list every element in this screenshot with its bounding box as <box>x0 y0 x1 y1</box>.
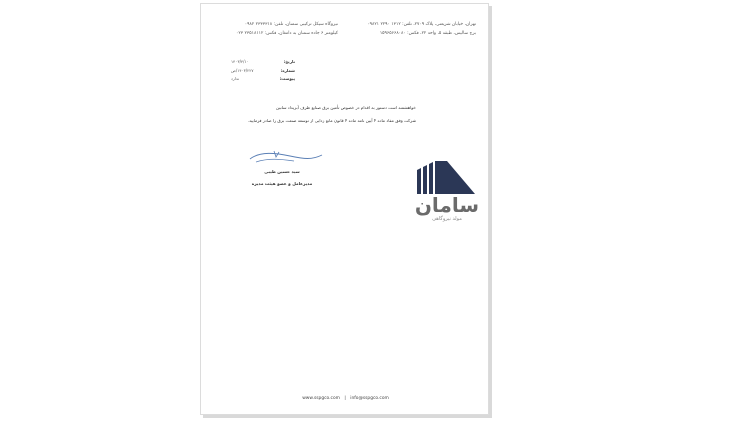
body-line: خواهشمند است دستور به اقدام در خصوص تأمین برق صنایع ظرف آبزیداد سانین <box>276 105 416 110</box>
footer-separator: | <box>344 396 346 401</box>
letter-page <box>200 3 489 415</box>
meta-label: پیوست: <box>279 76 295 81</box>
email-link[interactable]: info@sspgco.com <box>350 396 389 401</box>
header-address-tehran <box>351 20 476 38</box>
meta-label: شماره: <box>280 67 295 73</box>
meta-row-number <box>231 67 295 76</box>
meta-value: ۱۴۰۳/۴/۱۰ <box>231 59 249 64</box>
logo-tagline: مولد نیروگاهی <box>432 216 462 222</box>
header-line: برج سالیس، طبقه ۵، واحد ۲۲، فکس: ۱۵۹۶۵۶۶۸۰۸۰ <box>379 31 476 36</box>
header-line: نیروگاه سیکل ترکیبی سمنان، تلفن: ۲۳۳۳۳۱۸ ۰۹۸۲ <box>244 22 338 27</box>
signer-block <box>243 166 321 190</box>
signer-title: مدیرعامل و عضو هیئت مدیره <box>251 181 313 186</box>
meta-row-attachment <box>231 75 295 84</box>
letter-body <box>221 101 416 127</box>
meta-row-date <box>231 58 295 67</box>
body-line: شرکت وفق مفاد ماده ۴ آیین نامه ماده ۴ قانون مانع زدایی از توسعه صنعت برق را صادر فرمایید. <box>247 118 416 123</box>
saman-logo-mark <box>416 161 476 194</box>
signer-name: سید حسین طیبی <box>264 169 300 174</box>
header-address-semnan <box>213 20 338 38</box>
logo-wordmark: سامان <box>414 193 479 217</box>
meta-value: ندارد <box>231 76 240 81</box>
website-link[interactable]: www.sspgco.com <box>302 396 340 401</box>
header-line: کیلومتر ۶ جاده سمنان به دامغان، فکس: ۲۳۵۱۸۱۱۲ ۰۲۳ <box>236 31 338 36</box>
meta-value: ۱۴۰۳/۲۲۷/ص <box>231 67 254 73</box>
footer-contacts <box>201 396 490 401</box>
meta-label: تاریخ: <box>283 59 295 64</box>
header-line: تهران، خیابان شریعتی، پلاک ۲۷۰۹، تلفن: ۱۳۱۲ ۲۲۹۰ ۰۹۸۲۱ <box>367 22 476 27</box>
letter-meta <box>231 58 295 84</box>
